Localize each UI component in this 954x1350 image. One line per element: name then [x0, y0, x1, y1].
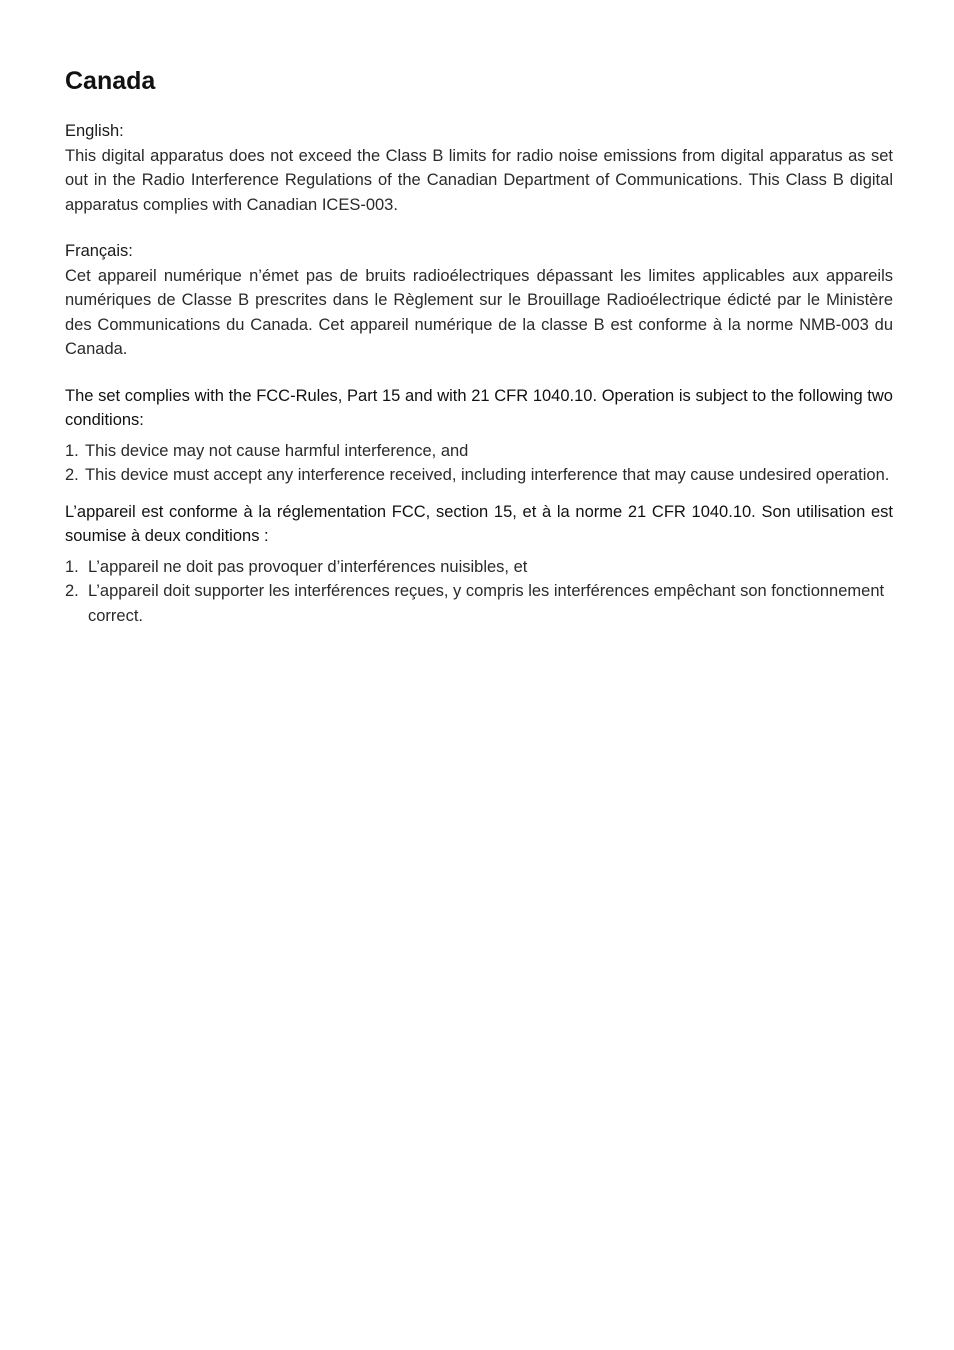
list-item — [65, 555, 893, 580]
list-item — [65, 439, 893, 464]
fcc-english-conditions — [65, 439, 893, 488]
list-item-text: L’appareil ne doit pas provoquer d’interférences nuisibles, et — [88, 557, 528, 576]
page-title: Canada — [65, 67, 156, 95]
list-item — [65, 463, 893, 488]
document-page — [65, 64, 893, 628]
french-label: Français: — [65, 242, 133, 260]
english-label: English: — [65, 122, 124, 140]
fcc-french-lead: L’appareil est conforme à la réglementation FCC, section 15, et à la norme 21 CFR 1040.10. Son utilisation est soumise à deux conditions : — [65, 502, 893, 545]
fcc-french-conditions — [65, 555, 893, 629]
list-item-number: 1. — [65, 441, 79, 460]
english-paragraph: This digital apparatus does not exceed the Class B limits for radio noise emissions from digital apparatus as set out in the Radio Interference Regulations of the Canadian Department of Communications. This Class B digital apparatus complies with Canadian ICES-003. — [65, 146, 893, 214]
list-item-text: L’appareil doit supporter les interférences reçues, y compris les interférences empêchant son fonctionnement correct. — [88, 582, 885, 625]
list-item-text: This device must accept any interference received, including interference that may cause undesired operation. — [85, 466, 890, 484]
french-paragraph: Cet appareil numérique n’émet pas de bruits radioélectriques dépassant les limites applicables aux appareils numériques de Classe B prescrites dans le Règlement sur le Brouillage Radioélectrique édicté par le Ministère des Communications du Canada. Cet appareil numérique de la classe B est conforme à la norme NMB-003 du Canada. — [65, 266, 893, 358]
list-item-number: 2. — [65, 582, 79, 600]
list-item-number: 2. — [65, 466, 79, 484]
list-item — [65, 579, 893, 628]
fcc-english-lead: The set complies with the FCC-Rules, Part 15 and with 21 CFR 1040.10. Operation is subject to the following two conditions: — [65, 386, 893, 429]
list-item-text: This device may not cause harmful interference, and — [85, 441, 469, 460]
list-item-number: 1. — [65, 557, 79, 576]
